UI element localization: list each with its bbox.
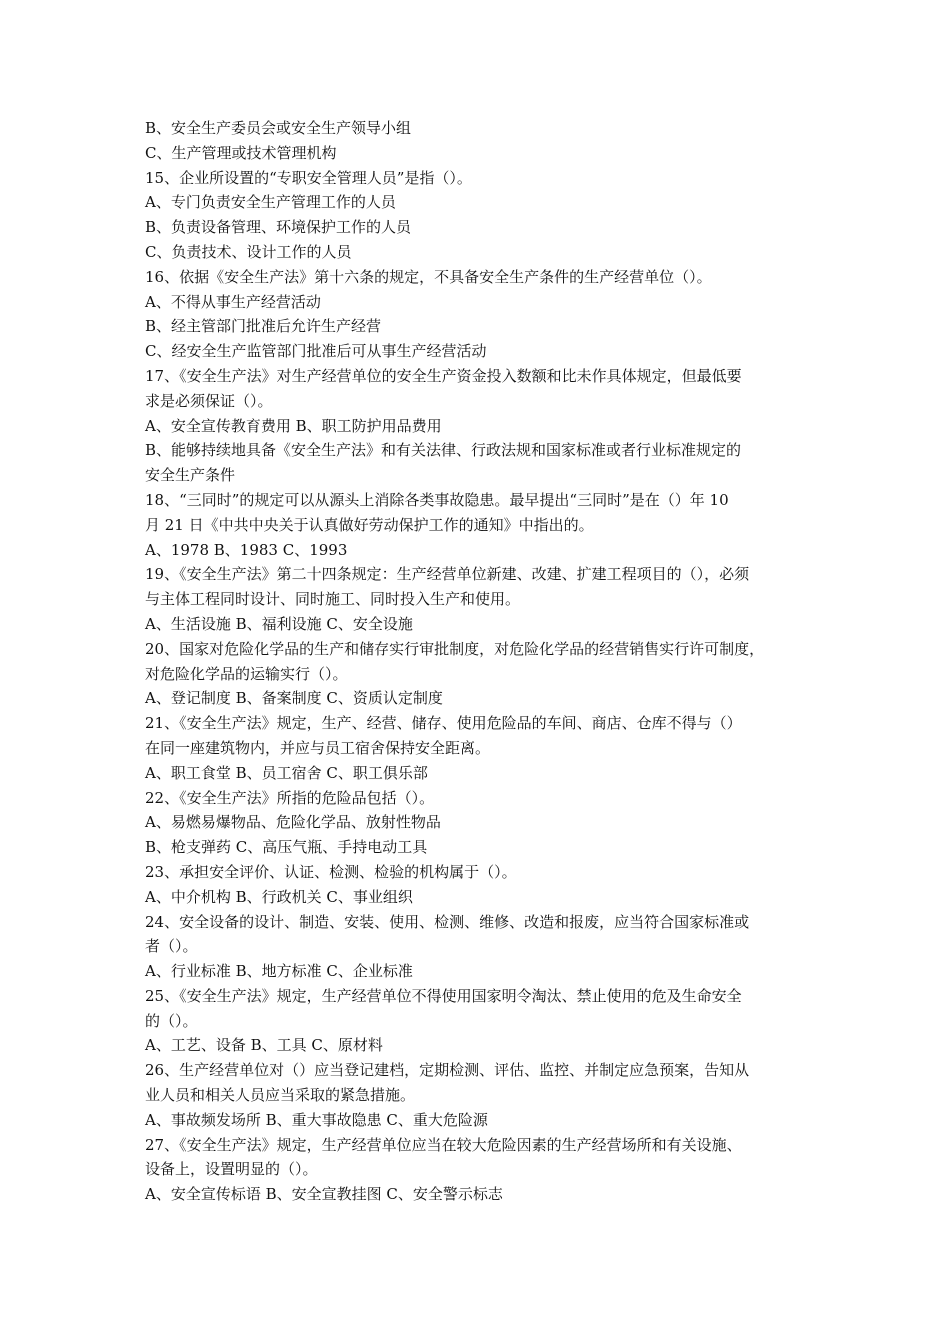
question-line: 设备上，设置明显的（）。: [145, 1160, 318, 1179]
question-line: 19、《安全生产法》第二十四条规定：生产经营单位新建、改建、扩建工程项目的（），必须: [145, 565, 750, 584]
text-line: B、安全生产委员会或安全生产领导小组: [145, 119, 412, 137]
text-line: A、安全宣传教育费用 B、职工防护用品费用: [145, 416, 442, 435]
text-line: A、登记制度 B、备案制度 C、资质认定制度: [145, 689, 443, 708]
text-line: A、工艺、设备 B、工具 C、原材料: [145, 1036, 383, 1055]
text-line: 安全生产条件: [145, 466, 236, 485]
text-line: A、生活设施 B、福利设施 C、安全设施: [145, 614, 413, 633]
question-line: 18、“三同时”的规定可以从源头上消除各类事故隐患。最早提出“三同时”是在（）年 10: [145, 490, 729, 509]
question-line: 21、《安全生产法》规定，生产、经营、储存、使用危险品的车间、商店、仓库不得与（）: [145, 714, 742, 733]
question-line: 业人员和相关人员应当采取的紧急措施。: [145, 1086, 416, 1105]
text-line: A、事故频发场所 B、重大事故隐患 C、重大危险源: [145, 1110, 488, 1129]
question-line: 24、安全设备的设计、制造、安装、使用、检测、维修、改造和报废，应当符合国家标准或: [145, 912, 750, 931]
text-line: B、枪支弹药 C、高压气瓶、手持电动工具: [145, 838, 428, 857]
question-line: 27、《安全生产法》规定，生产经营单位应当在较大危险因素的生产经营场所和有关设施、: [145, 1135, 742, 1154]
text-line: B、经主管部门批准后允许生产经营: [145, 317, 382, 336]
text-line: C、生产管理或技术管理机构: [145, 143, 337, 162]
text-line: A、中介机构 B、行政机关 C、事业组织: [145, 887, 413, 906]
text-line: A、专门负责安全生产管理工作的人员: [145, 193, 396, 212]
question-line: 的（）。: [145, 1011, 198, 1030]
text-line: B、负责设备管理、环境保护工作的人员: [145, 218, 412, 237]
question-line: 月 21 日《中共中央关于认真做好劳动保护工作的通知》中指出的。: [145, 515, 594, 534]
question-line: 17、《安全生产法》对生产经营单位的安全生产资金投入数额和比未作具体规定，但最低要: [145, 366, 742, 385]
question-line: 26、生产经营单位对（）应当登记建档，定期检测、评估、监控、并制定应急预案，告知从: [145, 1061, 750, 1080]
question-line: 对危险化学品的运输实行（）。: [145, 664, 348, 683]
question-line: 者（）。: [145, 937, 198, 956]
document-body: [145, 116, 813, 1207]
text-line: B、能够持续地具备《安全生产法》和有关法律、行政法规和国家标准或者行业标准规定的: [145, 441, 742, 460]
text-line: C、经安全生产监管部门批准后可从事生产经营活动: [145, 342, 487, 361]
question-line: 23、承担安全评价、认证、检测、检验的机构属于（）。: [145, 862, 517, 881]
question-line: 求是必须保证（）。: [145, 391, 273, 410]
text-line: A、安全宣传标语 B、安全宣教挂图 C、安全警示标志: [145, 1185, 503, 1204]
question-line: 与主体工程同时设计、同时施工、同时投入生产和使用。: [145, 590, 521, 609]
question-line: 在同一座建筑物内，并应与员工宿舍保持安全距离。: [145, 738, 491, 757]
text-line: A、1978 B、1983 C、1993: [145, 540, 348, 559]
question-line: 16、依据《安全生产法》第十六条的规定，不具备安全生产条件的生产经营单位（）。: [145, 267, 712, 286]
question-line: 22、《安全生产法》所指的危险品包括（）。: [145, 788, 435, 807]
text-line: A、职工食堂 B、员工宿舍 C、职工俱乐部: [145, 763, 428, 782]
text-line: C、负责技术、设计工作的人员: [145, 242, 352, 261]
text-line: A、易燃易爆物品、危险化学品、放射性物品: [145, 813, 441, 832]
question-line: 25、《安全生产法》规定，生产经营单位不得使用国家明令淘汰、禁止使用的危及生命安全: [145, 986, 742, 1005]
question-line: 20、国家对危险化学品的生产和储存实行审批制度，对危险化学品的经营销售实行许可制度，: [145, 639, 765, 658]
text-line: A、不得从事生产经营活动: [145, 292, 321, 311]
text-line: A、行业标准 B、地方标准 C、企业标准: [145, 962, 413, 981]
question-line: 15、企业所设置的“专职安全管理人员”是指（）。: [145, 168, 472, 187]
